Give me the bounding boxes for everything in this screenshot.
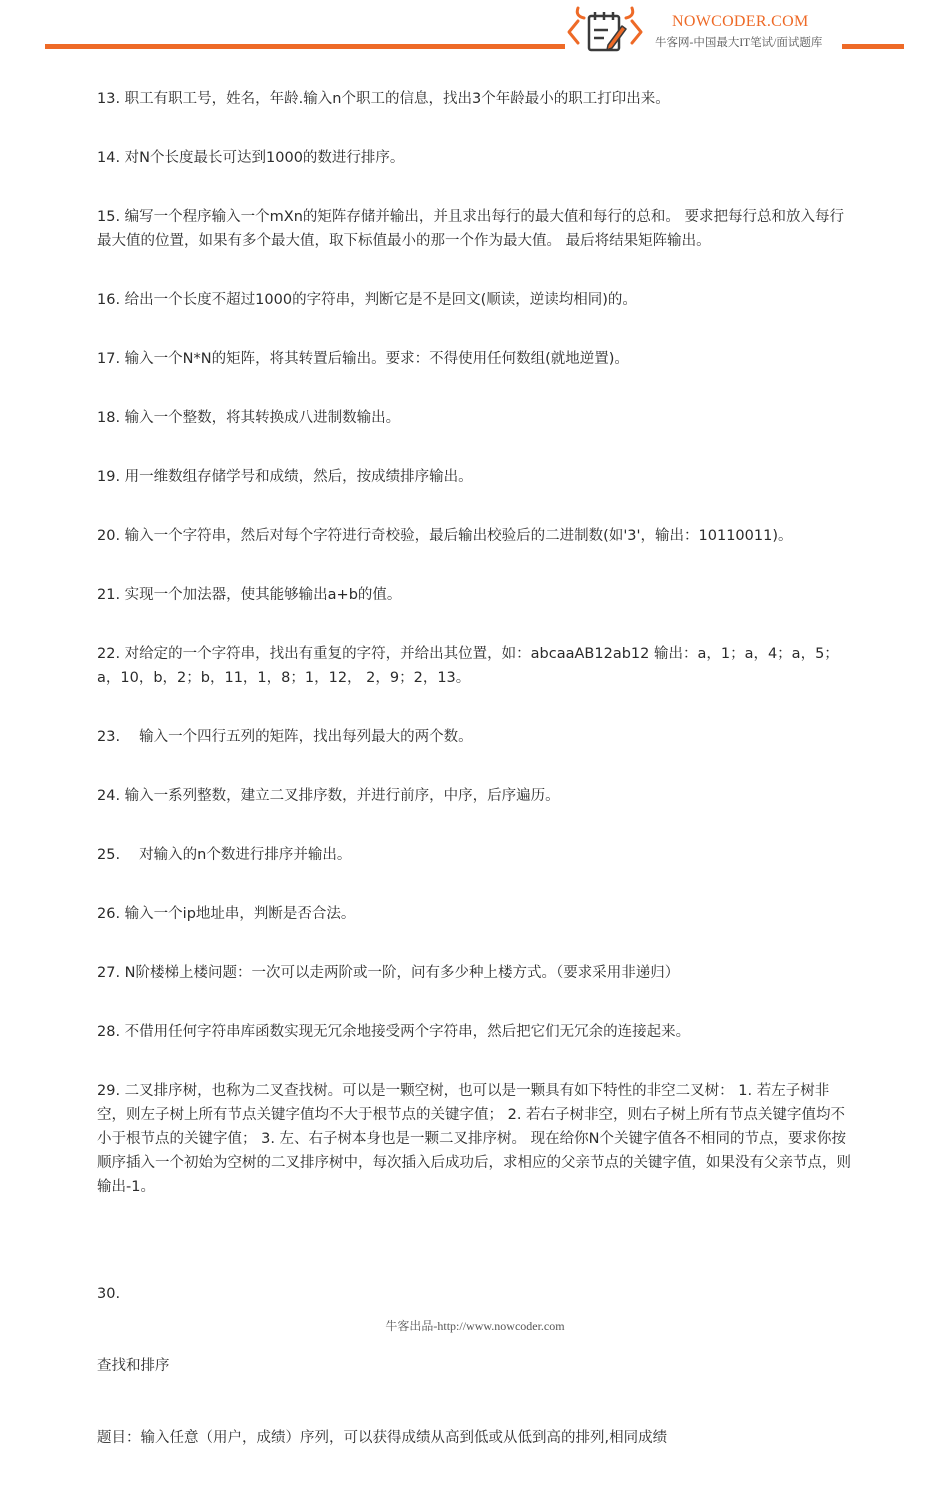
question-30-number: 30. [97, 1286, 121, 1302]
question-28: 28. 不借用任何字符串库函数实现无冗余地接受两个字符串，然后把它们无冗余的连接起来。 [97, 1024, 691, 1040]
question-16: 16. 给出一个长度不超过1000的字符串，判断它是不是回文(顺读，逆读均相同)的。 [97, 292, 637, 308]
question-24: 24. 输入一系列整数，建立二叉排序数，并进行前序，中序，后序遍历。 [97, 788, 560, 804]
question-20: 20. 输入一个字符串，然后对每个字符进行奇校验，最后输出校验后的二进制数(如'3'，输出：10110011)。 [97, 528, 793, 544]
question-30-title: 查找和排序 [97, 1358, 170, 1374]
brand-tagline: 牛客网-中国最大IT笔试/面试题库 [655, 37, 823, 49]
question-19: 19. 用一维数组存储学号和成绩，然后，按成绩排序输出。 [97, 469, 473, 485]
brand-name: NOWCODER.COM [672, 13, 809, 30]
question-list [97, 87, 857, 1498]
question-27: 27. N阶楼梯上楼问题：一次可以走两阶或一阶，问有多少种上楼方式。（要求采用非递归） [97, 965, 680, 981]
question-13: 13. 职工有职工号，姓名，年龄.输入n个职工的信息，找出3个年龄最小的职工打印出来。 [97, 91, 670, 107]
question-22: 22. 对给定的一个字符串，找出有重复的字符，并给出其位置，如：abcaaAB12ab12 输出：a，1；a，4；a，5；a，10，b，2；b，11，1，8；1，12， 2，9；2，13。 [97, 646, 839, 686]
question-26: 26. 输入一个ip地址串，判断是否合法。 [97, 906, 356, 922]
header-rule-right [842, 44, 904, 49]
page-footer: 牛客出品-http://www.nowcoder.com [385, 1319, 565, 1333]
question-14: 14. 对N个长度最长可达到1000的数进行排序。 [97, 150, 405, 166]
question-25: 25. 对输入的n个数进行排序并输出。 [97, 847, 352, 863]
question-15: 15. 编写一个程序输入一个mXn的矩阵存储并输出，并且求出每行的最大值和每行的总和。 要求把每行总和放入每行最大值的位置，如果有多个最大值，取下标值最小的那一个作为最大值。 最后将结果矩阵输出。 [97, 209, 845, 249]
notepad-pencil-icon [564, 4, 646, 54]
question-21: 21. 实现一个加法器，使其能够输出a+b的值。 [97, 587, 402, 603]
question-23: 23. 输入一个四行五列的矩阵，找出每列最大的两个数。 [97, 729, 473, 745]
question-30 [97, 1234, 857, 1498]
header-rule-left [45, 44, 565, 49]
question-18: 18. 输入一个整数，将其转换成八进制数输出。 [97, 410, 401, 426]
question-29: 29. 二叉排序树，也称为二叉查找树。可以是一颗空树，也可以是一颗具有如下特性的非空二叉树： 1. 若左子树非空，则左子树上所有节点关键字值均不大于根节点的关键字值； 2. 若右子树非空，则右子树上所有节点关键字值均不小于根节点的关键字值； 3. 左、右子树本身也是一颗二叉排序树。 现在给你N个关键字值各不相同的节点，要求你按顺序插入一个初始为空树的二叉排序树中，每次插入后成功后，求相应的父亲节点的关键字值，如果没有父亲节点，则输出-1。 [97, 1083, 851, 1195]
question-30-text: 题目：输入任意（用户，成绩）序列，可以获得成绩从高到低或从低到高的排列,相同成绩 [97, 1430, 668, 1446]
question-17: 17. 输入一个N*N的矩阵，将其转置后输出。要求：不得使用任何数组(就地逆置)。 [97, 351, 629, 367]
